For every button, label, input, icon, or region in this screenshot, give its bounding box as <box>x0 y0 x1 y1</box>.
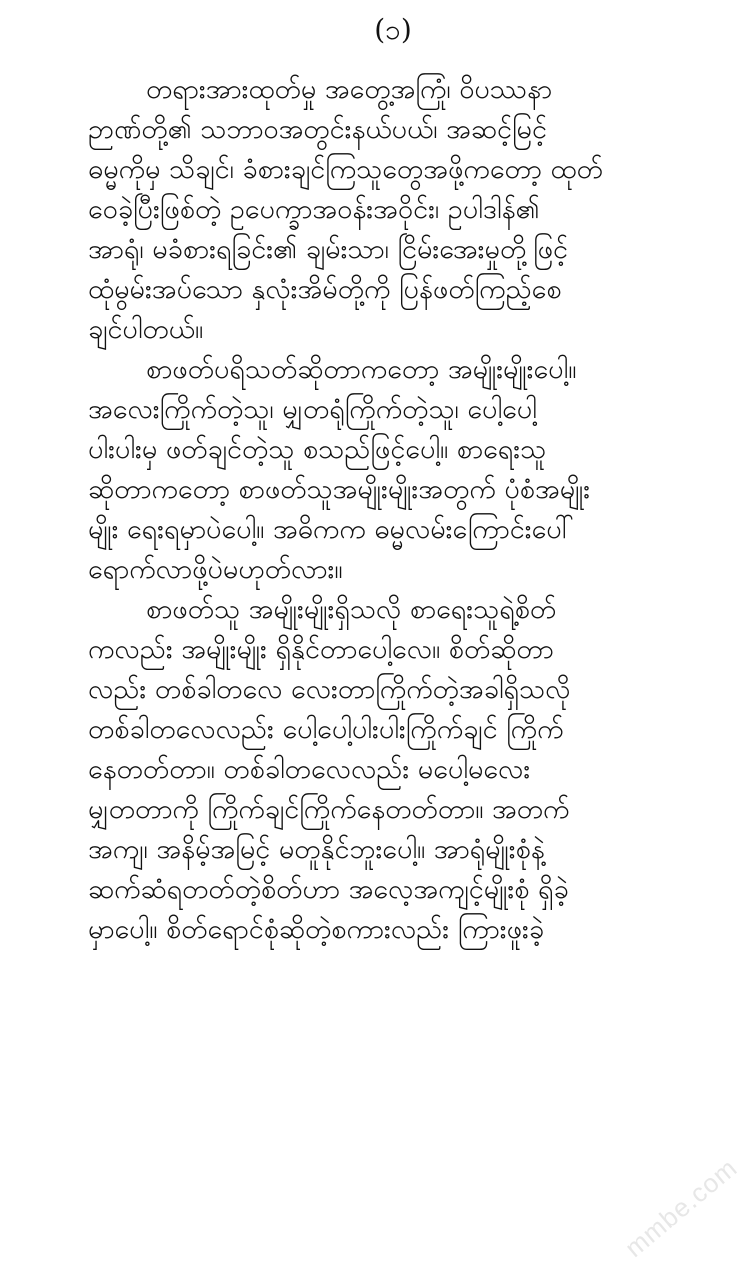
text-line: ဝေခဲ့ပြီးဖြစ်တဲ့ ဥပေက္ခာအဝန်းအဝိုင်း၊ ဥပါဒါန်၏ <box>88 194 540 225</box>
text-line: ထုံမွမ်းအပ်သော နှလုံးအိမ်တို့ကို ပြန်ဖတ်ကြည့်စေ <box>88 274 562 305</box>
text-line: ဓမ္မကိုမှ သိချင်၊ ခံစားချင်ကြသူတွေအဖို့ကတော့ ထုတ် <box>88 154 603 185</box>
text-line: ဆိုတာကတော့ စာဖတ်သူအမျိုးမျိုးအတွက် ပုံစံအမျိုး <box>88 474 591 505</box>
text-line: အကျ၊ အနိမ့်အမြင့် မတူနိုင်ဘူးပေါ့။ အာရုံမျိုးစုံနဲ့ <box>88 834 545 865</box>
text-line: ဆက်ဆံရတတ်တဲ့စိတ်ဟာ အလေ့အကျင့်မျိုးစုံ ရှိခဲ့ <box>88 874 569 905</box>
text-line: ချင်ပါတယ်။ <box>88 314 204 345</box>
page-number: (၁) <box>374 13 412 46</box>
text-line: ကလည်း အမျိုးမျိုး ရှိနိုင်တာပေါ့လေ။ စိတ်ဆိုတာ <box>88 634 554 665</box>
text-line: စာဖတ်ပရိသတ်ဆိုတာကတော့ အမျိုးမျိုးပေါ့။ <box>146 354 577 385</box>
text-line: လည်း တစ်ခါတလေ လေးတာကြိုက်တဲ့အခါရှိသလို <box>88 674 571 705</box>
paragraph-1 <box>88 70 692 350</box>
text-line: နေတတ်တာ။ တစ်ခါတလေလည်း မပေါ့မလေး <box>88 754 531 785</box>
paragraph-2 <box>88 350 692 590</box>
text-line: အလေးကြိုက်တဲ့သူ၊ မျှတရုံကြိုက်တဲ့သူ၊ ပေါ့ပေါ့ <box>88 394 537 425</box>
text-line: ရောက်လာဖို့ပဲမဟုတ်လား။ <box>88 554 343 585</box>
paragraph-3 <box>88 590 692 950</box>
text-line: အာရုံ၊ မခံစားရခြင်း၏ ချမ်းသာ၊ ငြိမ်းအေးမှုတို့ဖြင့် <box>88 234 569 265</box>
text-line: ဉာဏ်တို့၏ သဘာဝအတွင်းနယ်ပယ်၊ အဆင့်မြင့် <box>88 114 547 145</box>
text-line: မျိုး ရေးရမှာပဲပေါ့။ အဓိကက ဓမ္မလမ်းကြောင်းပေါ် <box>88 514 574 545</box>
text-line: စာဖတ်သူ အမျိုးမျိုးရှိသလို စာရေးသူရဲ့စိတ် <box>146 594 557 625</box>
text-line: တရားအားထုတ်မှု အတွေ့အကြုံ၊ ဝိပဿနာ <box>146 74 553 105</box>
text-line: ပါးပါးမှ ဖတ်ချင်တဲ့သူ စသည်ဖြင့်ပေါ့။ စာရေးသူ <box>88 434 547 465</box>
text-line: တစ်ခါတလေလည်း ပေါ့ပေါ့ပါးပါးကြိုက်ချင် ကြိုက် <box>88 714 564 745</box>
text-line: မျှတတာကို ကြိုက်ချင်ကြိုက်နေတတ်တာ။ အတက် <box>88 794 570 825</box>
watermark: mmbe.com <box>619 1152 744 1264</box>
text-line: မှာပေါ့။ စိတ်ရောင်စုံဆိုတဲ့စကားလည်း ကြားဖူးခဲ့ <box>88 914 545 945</box>
